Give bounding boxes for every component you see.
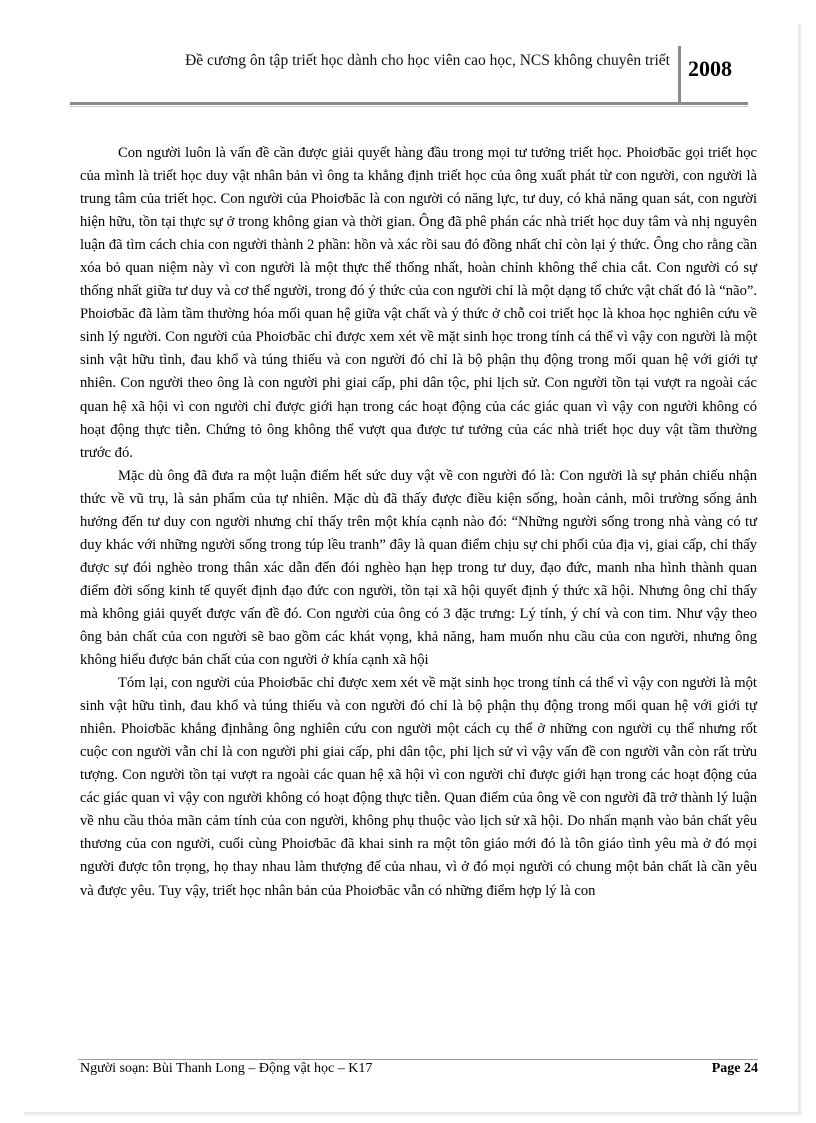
footer-rule <box>78 1059 758 1060</box>
page-number: Page 24 <box>711 1061 758 1076</box>
header-year: 2008 <box>688 56 732 81</box>
header-rule <box>70 102 748 105</box>
header-divider <box>678 46 681 102</box>
footer-author: Người soạn: Bùi Thanh Long – Động vật học – K17 <box>80 1061 373 1076</box>
header-title: Đề cương ôn tập triết học dành cho học viên cao học, NCS không chuyên triết <box>185 52 670 69</box>
paragraph: Tóm lại, con người của Phoiơbăc chỉ được xem xét về mặt sinh học trong tính cá thể vì vậy con người là một sinh vật hữu tình, đau khổ và túng thiếu và con người đó chỉ là bộ phận thụ động trong mối quan hệ với giới tự nhiên. Phoiơbăc khẳng địnhằng ông nghiên cứu con người một cách cụ thể ở những con người cụ thể nhưng rốt cuộc con người vẫn chỉ là con người phi giai cấp, phi dân tộc, phi lịch sử vì vậy vấn đề con người vẫn còn rất trừu tượng. Con người tồn tại vượt ra ngoài các quan hệ xã hội vì con người chỉ được giới hạn trong các hoạt động của các giác quan vì vậy con người không có hoạt động thực tiễn. Quan điểm của ông về con người đã trở thành lý luận về nhu cầu thỏa mãn cảm tính của con người, không phụ thuộc vào lịch sử xã hội. Do nhấn mạnh vào bản chất yêu thương của con người, cuối cùng Phoiơbăc đã khai sinh ra một tôn giáo mới đó là tôn giáo tình yêu mà ở đó mọi người được tôn trọng, họ thay nhau làm thượng đế của nhau, vì ở đó mọi người có chung một bản chất là cần yêu và được yêu. Tuy vậy, triết học nhân bản của Phoiơbăc vẫn có những điểm hợp lý là con <box>80 675 757 899</box>
paragraph: Con người luôn là vấn đề cần được giải quyết hàng đầu trong mọi tư tưởng triết học. Phoiơbăc gọi triết học của mình là triết học duy vật nhân bản vì ông ta khẳng định triết học của ông xuất phát từ con người, con người là trung tâm của triết học. Con người của Phoiơbăc là con người có năng lực, tư duy, có khả năng quan sát, con người hiện hữu, tồn tại thực sự ở trong không gian và thời gian. Ông đã phê phán các nhà triết học duy tâm và nhị nguyên luận đã tìm cách chia con người thành 2 phần: hồn và xác rồi sau đó đồng nhất chỉ còn lại ý thức. Ông cho rằng cần xóa bỏ quan niệm này vì con người là một thực thể thống nhất, hoàn chỉnh không thể chia cắt. Con người có sự thống nhất giữa tư duy và cơ thể người, trong đó ý thức của con người chỉ là một dạng tổ chức vật chất đó là “não”. Phoiơbăc đã làm tầm thường hóa mối quan hệ giữa vật chất và ý thức ở chỗ coi triết học là khoa học nghiên cứu về sinh lý người. Con người của Phoiơbăc chỉ được xem xét về mặt sinh học trong tính cá thể vì vậy con người là một sinh vật hữu tình, đau khổ và túng thiếu và con người đó chỉ là bộ phận thụ động trong mối quan hệ với giới tự nhiên. Con người theo ông là con người phi giai cấp, phi dân tộc, phi lịch sử. Con người tồn tại vượt ra ngoài các quan hệ xã hội vì con người chỉ được giới hạn trong các hoạt động của các giác quan vì vậy con người không có hoạt động thực tiễn. Chứng tỏ ông không thể vượt qua được tư tưởng của các nhà triết học duy vật tầm thường trước đó. <box>80 145 757 461</box>
page-shadow <box>24 1112 802 1116</box>
paragraph: Mặc dù ông đã đưa ra một luận điểm hết sức duy vật về con người đó là: Con người là sự phản chiếu nhận thức về vũ trụ, là sản phẩm của tự nhiên. Mặc dù đã thấy được điều kiện sống, hoàn cảnh, môi trường sống ảnh hưởng đến tư duy con người nhưng chỉ thấy trên một khía cạnh nào đó: “Những người sống trong nhà vàng có tư duy khác với những người sống trong túp lều tranh” đây là quan điểm chịu sự chi phối của địa vị, giai cấp, chỉ thấy được sự đói nghèo trong thân xác dẫn đến đói nghèo hạn hẹp trong tư duy, đạo đức, manh nha hình thành quan điểm đời sống kinh tế quyết định đạo đức con người, tồn tại xã hội quyết định ý thức xã hội. Nhưng ông chỉ thấy mà không giải quyết được vấn đề đó. Con người của ông có 3 đặc trưng: Lý tính, ý chí và con tim. Như vậy theo ông bản chất của con người sẽ bao gồm các khát vọng, khả năng, ham muốn nhu cầu của con người, nhưng ông không hiểu được bản chất của con người ở khía cạnh xã hội <box>80 467 757 669</box>
page-shadow <box>798 24 802 1114</box>
body-text <box>80 142 757 903</box>
